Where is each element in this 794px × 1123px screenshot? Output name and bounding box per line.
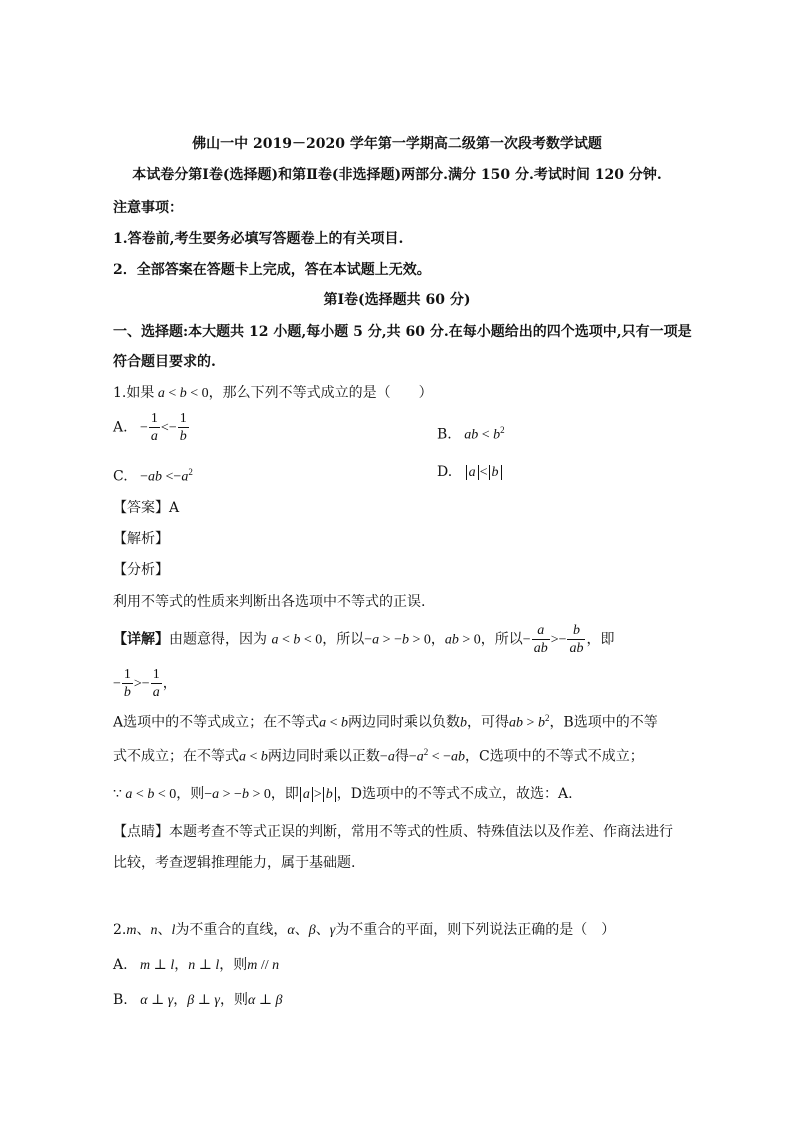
q1-detail-line3: A选项中的不等式成立；在不等式a < b两边同时乘以负数b，可得ab > $b^2$，B选项中的不等 xyxy=(113,713,658,731)
section-instructions-line1: 一、选择题:本大题共 12 小题,每小题 5 分,共 60 分.在每小题给出的四个选项中,只有一项是 xyxy=(113,324,692,340)
page-title: 佛山一中 2019－2020 学年第一学期高二级第一次段考数学试题 xyxy=(192,136,602,152)
exam-intro: 本试卷分第Ⅰ卷(选择题)和第Ⅱ卷(非选择题)两部分.满分 150 分.考试时间 120 分钟. xyxy=(132,167,662,183)
q1-option-a[interactable]: A. − $\frac{1}{a}$ <− $\frac{1}{b}$ xyxy=(113,411,187,444)
notes-item-2: 2．全部答案在答题卡上完成，答在本试题上无效。 xyxy=(113,262,431,278)
q1-answer: 【答案】A xyxy=(113,500,180,516)
q1-dianjing-line1: 【点睛】本题考查不等式正误的判断，常用不等式的性质、特殊值法以及作差、作商法进行 xyxy=(113,824,673,840)
q1-option-d[interactable]: D. a < b xyxy=(437,462,503,483)
q1-detail-line2: − $\frac{1}{b}$ >− $\frac{1}{a}$ ， xyxy=(113,667,177,700)
section-title: 第Ⅰ卷(选择题共 60 分) xyxy=(323,292,471,308)
notes-heading: 注意事项： xyxy=(113,200,183,216)
q1-dianjing-line2: 比较，考查逻辑推理能力，属于基础题. xyxy=(113,855,356,871)
q1-detail-line5: ∵ a < b < 0，则−a > −b > 0，即 a > b ，D选项中的不等式不成立，故选：A. xyxy=(113,786,573,802)
notes-item-1: 1.答卷前,考生要务必填写答题卷上的有关项目. xyxy=(113,231,404,247)
q1-fenxi-text: 利用不等式的性质来判断出各选项中不等式的正误. xyxy=(113,594,426,610)
q2-option-b[interactable]: B. α ⊥ γ，β ⊥ γ，则α ⊥ β xyxy=(113,992,283,1008)
section-instructions-line2: 符合题目要求的. xyxy=(113,354,216,370)
q1-analysis-heading: 【解析】 xyxy=(113,531,169,547)
q2-option-a[interactable]: A. m ⊥ l，n ⊥ l，则m // n xyxy=(113,957,280,973)
q1-detail-line4: 式不成立；在不等式a < b两边同时乘以正数−a得$-a^2 < -ab$，C选项中的不等式不成立； xyxy=(113,747,644,765)
q1-fenxi-heading: 【分析】 xyxy=(113,562,169,578)
q1-option-c[interactable]: C. $-ab <-a^2$ xyxy=(113,467,193,485)
q2-stem: 2.m、n、l为不重合的直线，α、β、γ为不重合的平面，则下列说法正确的是（ ） xyxy=(113,922,616,938)
q1-stem: 1.如果 a < b < 0，那么下列不等式成立的是（ ） xyxy=(113,385,433,401)
q1-option-b[interactable]: B. ab < $b^2$ xyxy=(437,425,505,443)
q1-detail-line1: 【详解】由题意得，因为 a < b < 0，所以−a > −b > 0，ab > 0，所以− $\frac{a}{ab}$ >− $\frac{b}{ab}$ ，即 xyxy=(113,623,615,656)
